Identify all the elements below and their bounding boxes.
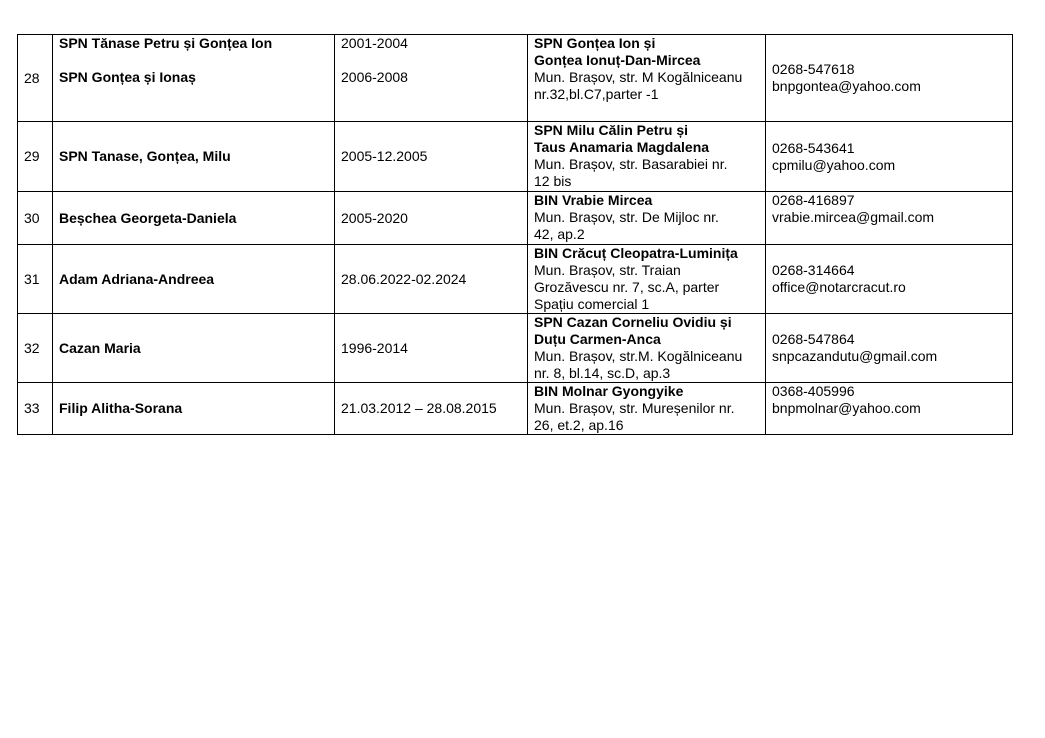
office-name: SPN Cazan Corneliu Ovidiu și xyxy=(534,314,732,330)
contact-cell xyxy=(766,192,1013,245)
period: 28.06.2022-02.2024 xyxy=(341,270,467,287)
email-link[interactable]: bnpmolnar@yahoo.com xyxy=(772,400,921,416)
email-link[interactable]: vrabie.mircea@gmail.com xyxy=(772,209,935,225)
office-address: 26, et.2, ap.16 xyxy=(534,417,624,433)
row-number: 28 xyxy=(18,35,53,122)
office-cell xyxy=(528,383,766,435)
notary-name-cell xyxy=(53,122,335,192)
email-link[interactable]: snpcazandutu@gmail.com xyxy=(772,348,938,364)
period: 2005-2020 xyxy=(341,209,408,226)
contact-cell xyxy=(766,35,1013,122)
office-address: Mun. Brașov, str. M Kogălniceanu xyxy=(534,69,743,85)
row-number: 31 xyxy=(18,245,53,314)
period-cell xyxy=(335,35,528,122)
email-link[interactable]: office@notarcracut.ro xyxy=(772,279,906,295)
office-address: Spațiu comercial 1 xyxy=(534,296,650,312)
row-number: 33 xyxy=(18,383,53,435)
notary-name: SPN Gonțea și Ionaș xyxy=(59,69,196,85)
phone: 0268-547618 xyxy=(772,61,855,77)
office-address: Mun. Brașov, str. Basarabiei nr. xyxy=(534,156,728,172)
office-cell xyxy=(528,122,766,192)
office-address: Mun. Brașov, str. De Mijloc nr. xyxy=(534,209,719,225)
office-address: 12 bis xyxy=(534,173,572,189)
office-cell xyxy=(528,35,766,122)
notary-name: Filip Alitha-Sorana xyxy=(59,400,183,416)
office-cell xyxy=(528,192,766,245)
office-name: BIN Molnar Gyongyike xyxy=(534,383,684,399)
row-number: 32 xyxy=(18,314,53,383)
period-cell xyxy=(335,314,528,383)
office-address: Mun. Brașov, str. Mureșenilor nr. xyxy=(534,400,735,416)
table-row xyxy=(18,122,1013,192)
contact-cell xyxy=(766,314,1013,383)
notary-name: SPN Tanase, Gonțea, Milu xyxy=(59,148,231,164)
office-name: BIN Vrabie Mircea xyxy=(534,192,653,208)
period: 2006-2008 xyxy=(341,69,408,85)
period-cell xyxy=(335,245,528,314)
row-number: 30 xyxy=(18,192,53,245)
office-name: Taus Anamaria Magdalena xyxy=(534,139,710,155)
period-cell xyxy=(335,383,528,435)
period-cell xyxy=(335,192,528,245)
notary-name-cell xyxy=(53,192,335,245)
table-row xyxy=(18,314,1013,383)
office-address: 42, ap.2 xyxy=(534,226,585,242)
contact-cell xyxy=(766,245,1013,314)
phone: 0268-314664 xyxy=(772,262,855,278)
office-address: Mun. Brașov, str.M. Kogălniceanu xyxy=(534,348,743,364)
office-address: Grozăvescu nr. 7, sc.A, parter xyxy=(534,279,720,295)
phone: 0368-405996 xyxy=(772,383,855,399)
phone: 0268-416897 xyxy=(772,192,855,208)
table-row xyxy=(18,192,1013,245)
contact-cell xyxy=(766,122,1013,192)
notary-name-cell xyxy=(53,314,335,383)
table-row xyxy=(18,383,1013,435)
office-name: SPN Milu Călin Petru și xyxy=(534,122,689,138)
office-address: nr. 8, bl.14, sc.D, ap.3 xyxy=(534,365,671,381)
contact-cell xyxy=(766,383,1013,435)
notary-name-cell xyxy=(53,383,335,435)
notary-table xyxy=(17,34,1013,435)
notary-name: SPN Tănase Petru și Gonțea Ion xyxy=(59,35,273,51)
office-name: Duțu Carmen-Anca xyxy=(534,331,661,347)
email-link[interactable]: bnpgontea@yahoo.com xyxy=(772,78,921,94)
phone: 0268-547864 xyxy=(772,331,855,347)
office-address: Mun. Brașov, str. Traian xyxy=(534,262,681,278)
period: 1996-2014 xyxy=(341,339,408,356)
office-name: Gonțea Ionuț-Dan-Mircea xyxy=(534,52,701,68)
office-name: BIN Crăcuț Cleopatra-Luminița xyxy=(534,245,738,261)
period: 21.03.2012 – 28.08.2015 xyxy=(341,400,497,416)
notary-name: Beșchea Georgeta-Daniela xyxy=(59,209,237,226)
notary-name-cell xyxy=(53,245,335,314)
office-name: SPN Gonțea Ion și xyxy=(534,35,656,51)
table-row xyxy=(18,245,1013,314)
phone: 0268-543641 xyxy=(772,139,855,156)
row-number: 29 xyxy=(18,122,53,192)
office-cell xyxy=(528,314,766,383)
period-cell xyxy=(335,122,528,192)
office-address: nr.32,bl.C7,parter -1 xyxy=(534,86,659,102)
period: 2001-2004 xyxy=(341,35,408,51)
table-row xyxy=(18,35,1013,122)
notary-name: Cazan Maria xyxy=(59,339,141,356)
office-cell xyxy=(528,245,766,314)
period: 2005-12.2005 xyxy=(341,148,428,164)
notary-name: Adam Adriana-Andreea xyxy=(59,270,215,287)
notary-name-cell xyxy=(53,35,335,122)
email-link[interactable]: cpmilu@yahoo.com xyxy=(772,156,896,173)
